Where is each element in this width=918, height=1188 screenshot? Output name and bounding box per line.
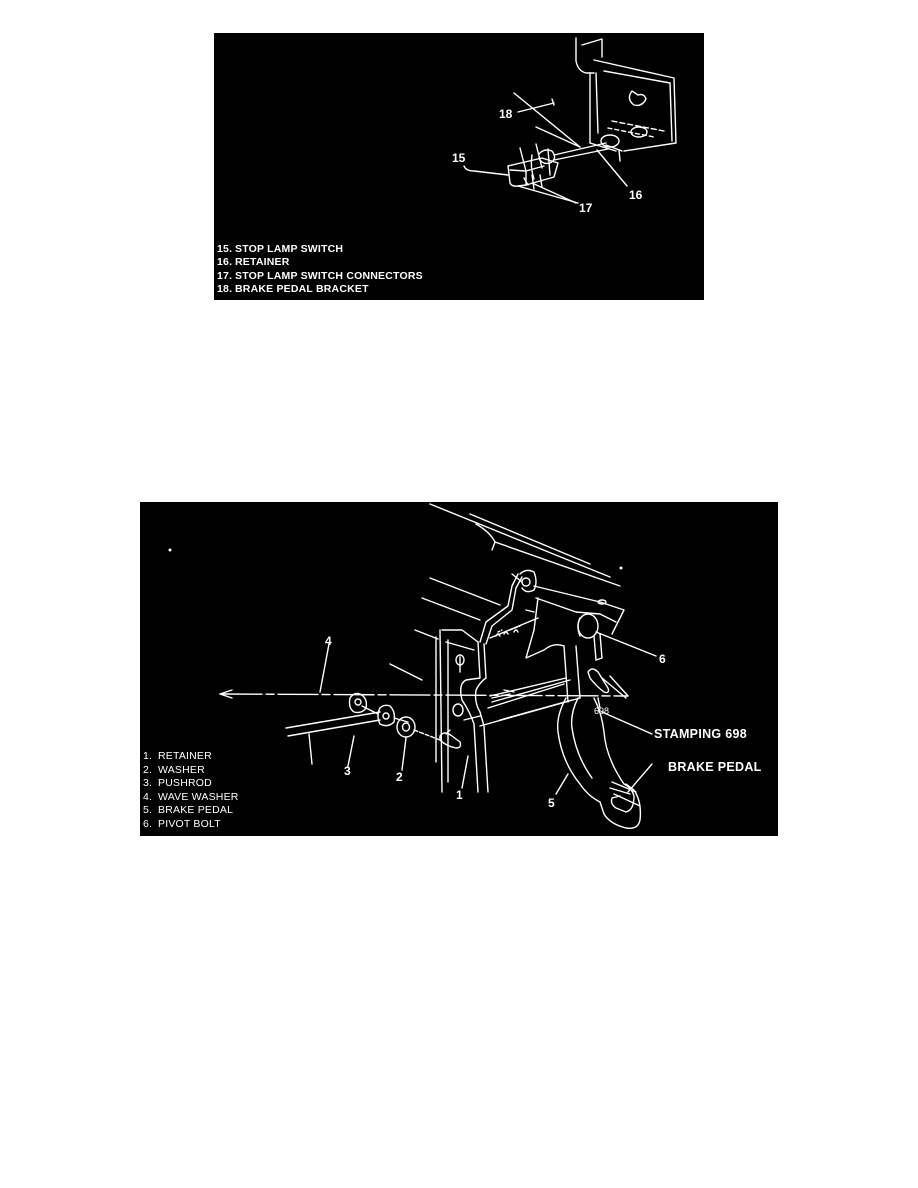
legend-item-18: 18. BRAKE PEDAL BRACKET — [217, 282, 369, 295]
legend-item-6: 6. PIVOT BOLT — [143, 817, 221, 830]
legend-item-17: 17. STOP LAMP SWITCH CONNECTORS — [217, 269, 423, 282]
callout-6: 6 — [659, 652, 666, 666]
figure-legend — [217, 243, 423, 296]
legend-item-1: 1. RETAINER — [143, 750, 212, 762]
stamp-mark: 698 — [594, 706, 610, 716]
legend-item-2: 2. WASHER — [143, 763, 205, 776]
callout-16: 16 — [629, 188, 643, 202]
callout-18: 18 — [499, 107, 513, 121]
callout-1: 1 — [456, 788, 463, 802]
callout-3: 3 — [344, 764, 351, 778]
figure-stop-lamp-switch — [214, 33, 704, 300]
legend-item-5: 5. BRAKE PEDAL — [143, 804, 234, 817]
legend-item-16: 16. RETAINER — [217, 256, 290, 269]
callout-brake-pedal: BRAKE PEDAL — [668, 760, 762, 774]
callout-stamping-698: STAMPING 698 — [654, 727, 747, 741]
legend-item-15: 15. STOP LAMP SWITCH — [217, 243, 344, 255]
callout-17: 17 — [579, 201, 593, 215]
callout-4: 4 — [325, 634, 332, 648]
callout-5: 5 — [548, 796, 555, 810]
figure-legend — [143, 750, 239, 832]
figure-brake-pedal-assembly — [140, 502, 778, 836]
legend-item-3: 3. PUSHROD — [143, 777, 212, 790]
callout-2: 2 — [396, 770, 403, 784]
callout-15: 15 — [452, 151, 466, 165]
legend-item-4: 4. WAVE WASHER — [143, 790, 239, 803]
